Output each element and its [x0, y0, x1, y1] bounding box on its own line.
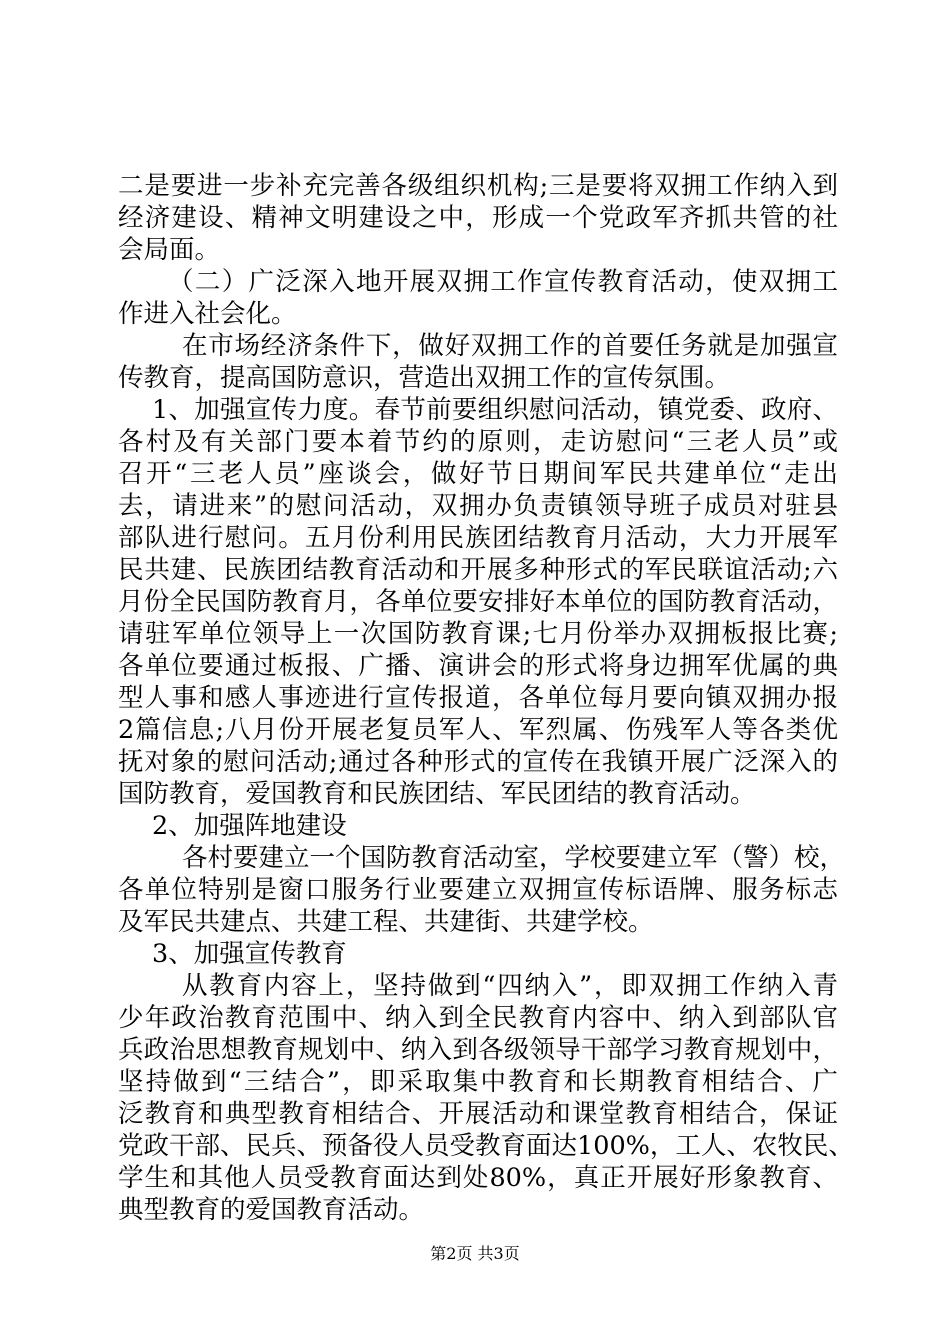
text-line: （二）广泛深入地开展双拥工作宣传教育活动，使双拥工	[168, 267, 838, 297]
text-line: 3、加强宣传教育	[152, 939, 347, 969]
text-line: 二是要进一步补充完善各级组织机构;三是要将双拥工作纳入到	[118, 171, 838, 201]
text-line: 从教育内容上，坚持做到“四纳入”，即双拥工作纳入青	[182, 971, 838, 1001]
text-line: 泛教育和典型教育相结合、开展活动和课堂教育相结合，保证	[118, 1099, 838, 1129]
text-line: 2、加强阵地建设	[152, 811, 347, 841]
text-line: 去，请进来”的慰问活动，双拥办负责镇领导班子成员对驻县	[118, 491, 838, 521]
text-line: 各村及有关部门要本着节约的原则，走访慰问“三老人员”或	[118, 427, 838, 457]
text-line: 作进入社会化。	[118, 299, 297, 329]
text-line: 党政干部、民兵、预备役人员受教育面达100%，工人、农牧民、	[118, 1131, 854, 1161]
text-line: 请驻军单位领导上一次国防教育课;七月份举办双拥板报比赛;	[118, 619, 838, 649]
text-line: 坚持做到“三结合”，即采取集中教育和长期教育相结合、广	[118, 1067, 838, 1097]
text-line: 学生和其他人员受教育面达到处80%，真正开展好形象教育、	[118, 1163, 838, 1193]
page-footer: 第2页 共3页	[430, 1244, 520, 1263]
text-line: 及军民共建点、共建工程、共建街、共建学校。	[118, 907, 654, 937]
text-line: 抚对象的慰问活动;通过各种形式的宣传在我镇开展广泛深入的	[118, 747, 838, 777]
text-line: 1、加强宣传力度。春节前要组织慰问活动，镇党委、政府、	[152, 395, 838, 425]
text-line: 民共建、民族团结教育活动和开展多种形式的军民联谊活动;六	[118, 555, 838, 585]
text-line: 2篇信息;八月份开展老复员军人、军烈属、伤残军人等各类优	[118, 715, 838, 745]
text-line: 部队进行慰问。五月份利用民族团结教育月活动，大力开展军	[118, 523, 838, 553]
text-line: 传教育，提高国防意识，营造出双拥工作的宣传氛围。	[118, 363, 731, 393]
text-line: 月份全民国防教育月，各单位要安排好本单位的国防教育活动，	[118, 587, 838, 617]
text-line: 兵政治思想教育规划中、纳入到各级领导干部学习教育规划中，	[118, 1035, 838, 1065]
text-line: 经济建设、精神文明建设之中，形成一个党政军齐抓共管的社	[118, 203, 838, 233]
text-line: 各单位要通过板报、广播、演讲会的形式将身边拥军优属的典	[118, 651, 838, 681]
text-line: 在市场经济条件下，做好双拥工作的首要任务就是加强宣	[182, 331, 838, 361]
text-line: 国防教育，爱国教育和民族团结、军民团结的教育活动。	[118, 779, 756, 809]
text-line: 各村要建立一个国防教育活动室，学校要建立军（警）校，	[182, 843, 846, 873]
text-line: 会局面。	[118, 235, 221, 265]
text-line: 型人事和感人事迹进行宣传报道，各单位每月要向镇双拥办报	[118, 683, 838, 713]
text-line: 典型教育的爱国教育活动。	[118, 1195, 425, 1225]
text-line: 少年政治教育范围中、纳入到全民教育内容中、纳入到部队官	[118, 1003, 838, 1033]
document-body	[118, 170, 854, 1226]
text-line: 各单位特别是窗口服务行业要建立双拥宣传标语牌、服务标志	[118, 875, 838, 905]
text-line: 召开“三老人员”座谈会，做好节日期间军民共建单位“走出	[118, 459, 838, 489]
